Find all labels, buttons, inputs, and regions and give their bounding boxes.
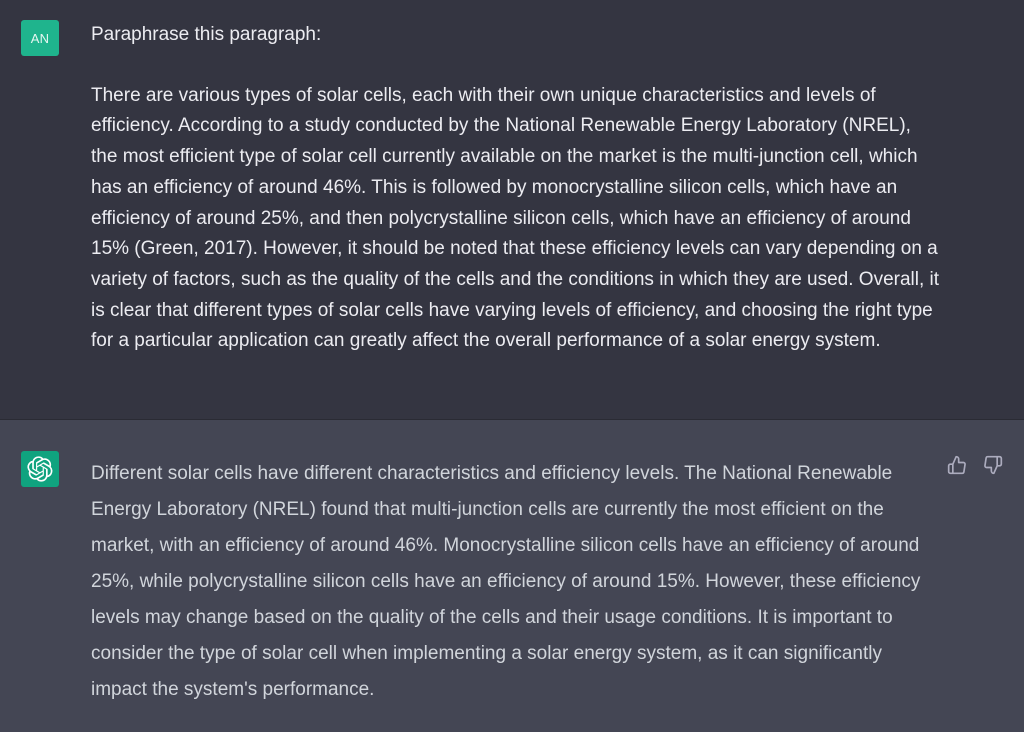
assistant-message-body: Different solar cells have different characteristics and efficiency levels. The National Renewable Energy Laboratory (NREL) found that multi-junction cells are currently the most efficient on the market, with an efficiency of around 46%. Monocrystalline silicon cells have an efficiency of around 25%, while polycrystalline silicon cells have an efficiency of around 15%. However, these efficiency levels may change based on the quality of the cells and their usage conditions. It is important to consider the type of solar cell when implementing a solar energy system, as it can significantly impact the system's performance. bbox=[91, 463, 921, 700]
thumbs-down-icon bbox=[983, 455, 1003, 475]
user-prompt-instruction: Paraphrase this paragraph: bbox=[91, 24, 322, 45]
user-avatar-initials: AN bbox=[30, 30, 50, 46]
assistant-message bbox=[0, 420, 1024, 732]
thumbs-up-button[interactable] bbox=[946, 454, 968, 476]
feedback-controls bbox=[946, 454, 1004, 476]
assistant-avatar bbox=[21, 451, 59, 487]
user-message-body bbox=[91, 20, 941, 357]
user-avatar bbox=[21, 20, 59, 56]
thumbs-down-button[interactable] bbox=[982, 454, 1004, 476]
openai-logo-icon bbox=[27, 456, 53, 482]
user-prompt-paragraph: There are various types of solar cells, each with their own unique characteristics and levels of efficiency. According to a study conducted by the National Renewable Energy Laboratory (NREL), the most efficient type of solar cell currently available on the market is the multi-junction cell, which has an efficiency of around 46%. This is followed by monocrystalline silicon cells, which have an efficiency of around 25%, and then polycrystalline silicon cells, which have an efficiency of around 15% (Green, 2017). However, it should be noted that these efficiency levels can vary depending on a variety of factors, such as the quality of the cells and the conditions in which they are used. Overall, it is clear that different types of solar cells have varying levels of efficiency, and choosing the right type for a particular application can greatly affect the overall performance of a solar energy system. bbox=[91, 84, 940, 352]
thumbs-up-icon bbox=[947, 455, 967, 475]
